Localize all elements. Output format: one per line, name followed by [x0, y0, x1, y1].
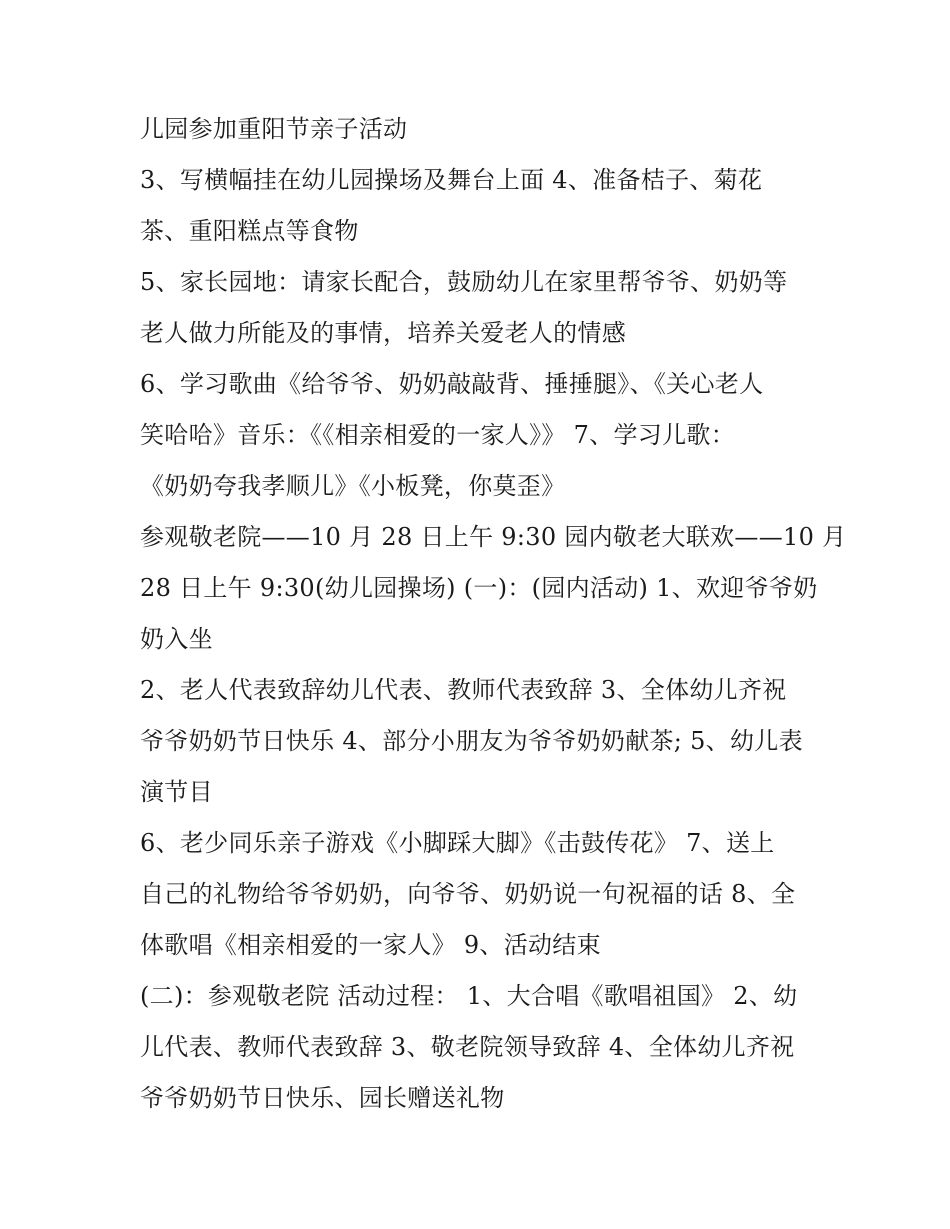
text-line: (二)：参观敬老院 活动过程： 1、大合唱《歌唱祖国》 2、幼: [140, 982, 798, 1010]
text-line: 老人做力所能及的事情，培养关爱老人的情感: [140, 319, 626, 347]
text-line: 体歌唱《相亲相爱的一家人》 9、活动结束: [140, 931, 601, 959]
text-line: 3、写横幅挂在幼儿园操场及舞台上面 4、准备桔子、菊花: [140, 166, 763, 194]
text-line: 演节目: [140, 778, 213, 806]
document-body: [140, 104, 847, 1124]
text-line: 参观敬老院——10 月 28 日上午 9:30 园内敬老大联欢——10 月: [140, 523, 847, 551]
text-line: 6、老少同乐亲子游戏《小脚踩大脚》《击鼓传花》 7、送上: [140, 829, 775, 857]
text-line: 28 日上午 9:30(幼儿园操场) (一)：(园内活动) 1、欢迎爷爷奶: [140, 574, 818, 602]
text-line: 茶、重阳糕点等食物: [140, 217, 359, 245]
text-line: 爷爷奶奶节日快乐 4、部分小朋友为爷爷奶奶献茶; 5、幼儿表: [140, 727, 803, 755]
text-line: 爷爷奶奶节日快乐、园长赠送礼物: [140, 1084, 505, 1112]
text-line: 6、学习歌曲《给爷爷、奶奶敲敲背、捶捶腿》、《关心老人: [140, 370, 764, 398]
text-line: 《奶奶夸我孝顺儿》《小板凳，你莫歪》: [140, 472, 566, 500]
text-line: 5、家长园地：请家长配合，鼓励幼儿在家里帮爷爷、奶奶等: [140, 268, 788, 296]
text-line: 儿代表、教师代表致辞 3、敬老院领导致辞 4、全体幼儿齐祝: [140, 1033, 795, 1061]
text-line: 笑哈哈》音乐：《《相亲相爱的一家人》》 7、学习儿歌：: [140, 421, 735, 449]
text-line: 奶入坐: [140, 625, 213, 653]
text-line: 儿园参加重阳节亲子活动: [140, 115, 408, 143]
text-line: 自己的礼物给爷爷奶奶，向爷爷、奶奶说一句祝福的话 8、全: [140, 880, 796, 908]
text-line: 2、老人代表致辞幼儿代表、教师代表致辞 3、全体幼儿齐祝: [140, 676, 787, 704]
